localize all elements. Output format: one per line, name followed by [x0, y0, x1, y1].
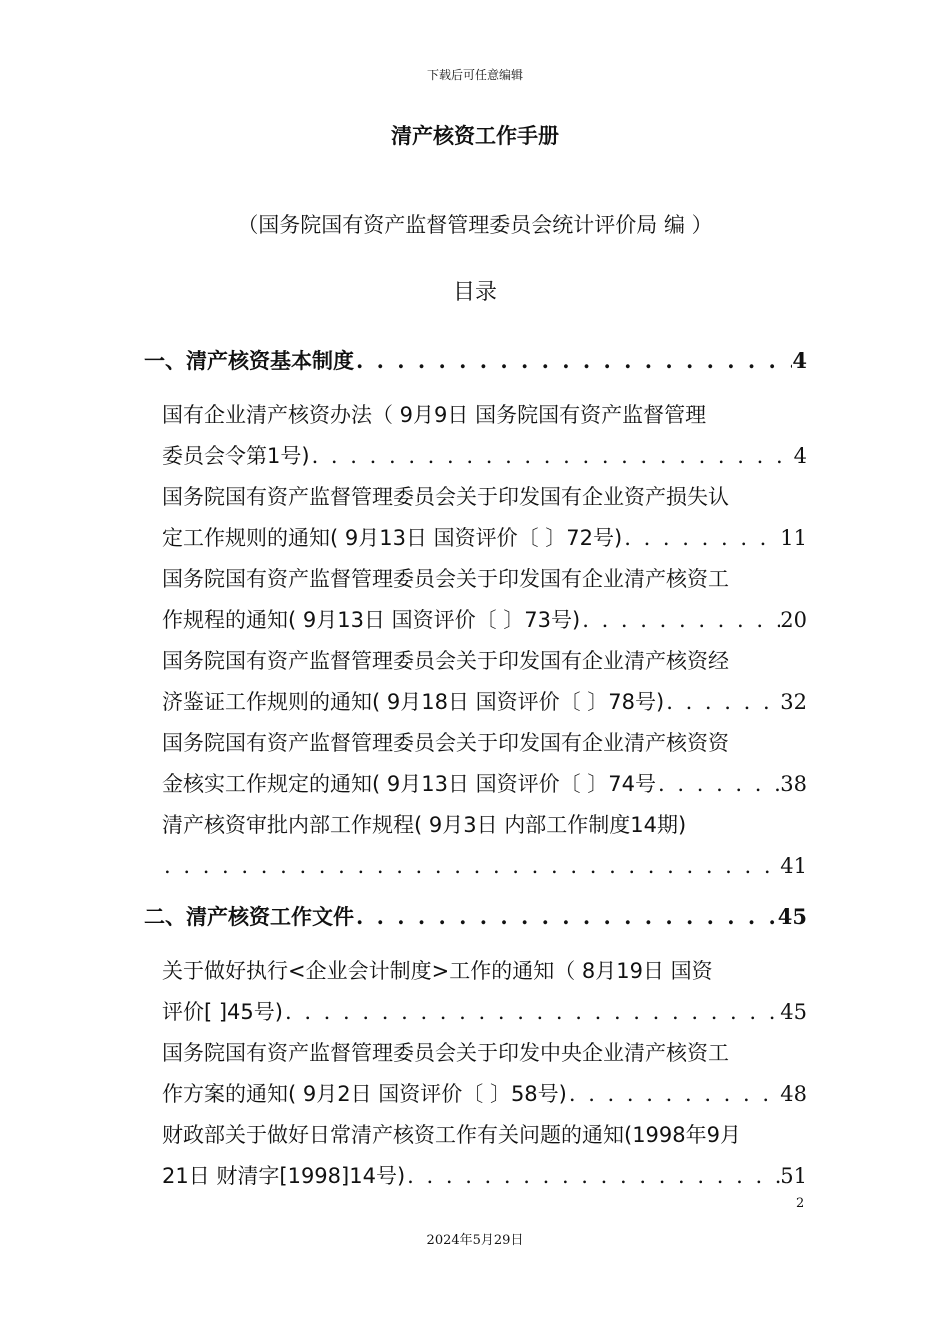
page-ref: 45	[780, 1000, 807, 1024]
leader-dots	[354, 348, 792, 373]
toc-entry[interactable]	[162, 641, 807, 723]
page-ref: 32	[780, 690, 807, 714]
entry-line: 关于做好执行<企业会计制度>工作的通知（ 8月19日 国资	[162, 959, 713, 983]
entry-line-last	[162, 518, 807, 559]
entry-line-last	[162, 436, 807, 477]
entry-text: 济鉴证工作规则的通知( 9月18日 国资评价〔 〕78号)	[162, 690, 665, 714]
footer-date: 2024年5月29日	[426, 1233, 524, 1248]
entry-text: 作规程的通知( 9月13日 国资评价〔 〕73号)	[162, 608, 581, 632]
entry-line-last	[162, 764, 807, 805]
toc-entry[interactable]	[162, 951, 807, 1033]
entry-line: 国务院国有资产监督管理委员会关于印发国有企业清产核资工	[162, 567, 729, 591]
entry-line-last	[162, 846, 807, 887]
entry-text: 作方案的通知( 9月2日 国资评价〔 〕58号)	[162, 1082, 567, 1106]
section-title: 二、清产核资工作文件	[144, 905, 354, 929]
leader-dots	[162, 846, 780, 887]
leader-dots	[567, 1074, 780, 1115]
entry-line-last	[162, 682, 807, 723]
entry-line: 国有企业清产核资办法（ 9月9日 国务院国有资产监督管理	[162, 403, 707, 427]
entry-line: 国务院国有资产监督管理委员会关于印发国有企业清产核资经	[162, 649, 729, 673]
page-ref: 20	[780, 608, 807, 632]
entry-text: 金核实工作规定的通知( 9月13日 国资评价〔 〕74号	[162, 772, 657, 796]
page-ref: 38	[780, 772, 807, 796]
entry-line: 国务院国有资产监督管理委员会关于印发国有企业清产核资资	[162, 731, 729, 755]
toc-section-heading[interactable]	[144, 345, 807, 381]
entry-line-last	[162, 992, 807, 1033]
leader-dots	[664, 682, 780, 723]
page-ref: 51	[780, 1164, 807, 1188]
document-subtitle: （国务院国有资产监督管理委员会统计评价局 编 ）	[237, 213, 713, 237]
page-ref: 48	[780, 1082, 807, 1106]
entry-line: 清产核资审批内部工作规程( 9月3日 内部工作制度14期)	[162, 813, 687, 837]
toc-entry[interactable]	[162, 805, 807, 887]
page-ref: 4	[792, 348, 807, 373]
toc-heading: 目录	[452, 280, 497, 305]
entry-line-last	[162, 1074, 807, 1115]
leader-dots	[580, 600, 780, 641]
toc-entry[interactable]	[162, 395, 807, 477]
entry-line: 国务院国有资产监督管理委员会关于印发国有企业资产损失认	[162, 485, 729, 509]
header-note: 下载后可任意编辑	[426, 68, 523, 82]
leader-dots	[405, 1156, 780, 1197]
table-of-contents	[144, 345, 807, 1197]
toc-entry[interactable]	[162, 477, 807, 559]
page-ref: 11	[780, 526, 807, 550]
entry-text: 定工作规则的通知( 9月13日 国资评价〔 〕72号)	[162, 526, 623, 550]
toc-entry[interactable]	[162, 559, 807, 641]
leader-dots	[622, 518, 780, 559]
toc-entry[interactable]	[162, 1033, 807, 1115]
entry-text: 评价[ ]45号)	[162, 1000, 283, 1024]
toc-section-heading[interactable]	[144, 901, 807, 937]
document-title: 清产核资工作手册	[391, 124, 559, 148]
section-title: 一、清产核资基本制度	[144, 349, 354, 373]
entry-line: 财政部关于做好日常清产核资工作有关问题的通知(1998年9月	[162, 1123, 741, 1147]
toc-entry[interactable]	[162, 723, 807, 805]
toc-entry[interactable]	[162, 1115, 807, 1197]
page-ref: 4	[793, 444, 807, 468]
leader-dots	[354, 904, 778, 929]
entry-text: 委员会令第1号)	[162, 444, 310, 468]
leader-dots	[310, 436, 794, 477]
page-ref: 41	[780, 854, 807, 878]
page-ref: 45	[777, 904, 807, 929]
entry-text: 21日 财清字[1998]14号)	[162, 1164, 406, 1188]
leader-dots	[656, 764, 780, 805]
leader-dots	[283, 992, 780, 1033]
entry-line-last	[162, 1156, 807, 1197]
entry-line: 国务院国有资产监督管理委员会关于印发中央企业清产核资工	[162, 1041, 729, 1065]
page-number: 2	[796, 1196, 805, 1211]
entry-line-last	[162, 600, 807, 641]
